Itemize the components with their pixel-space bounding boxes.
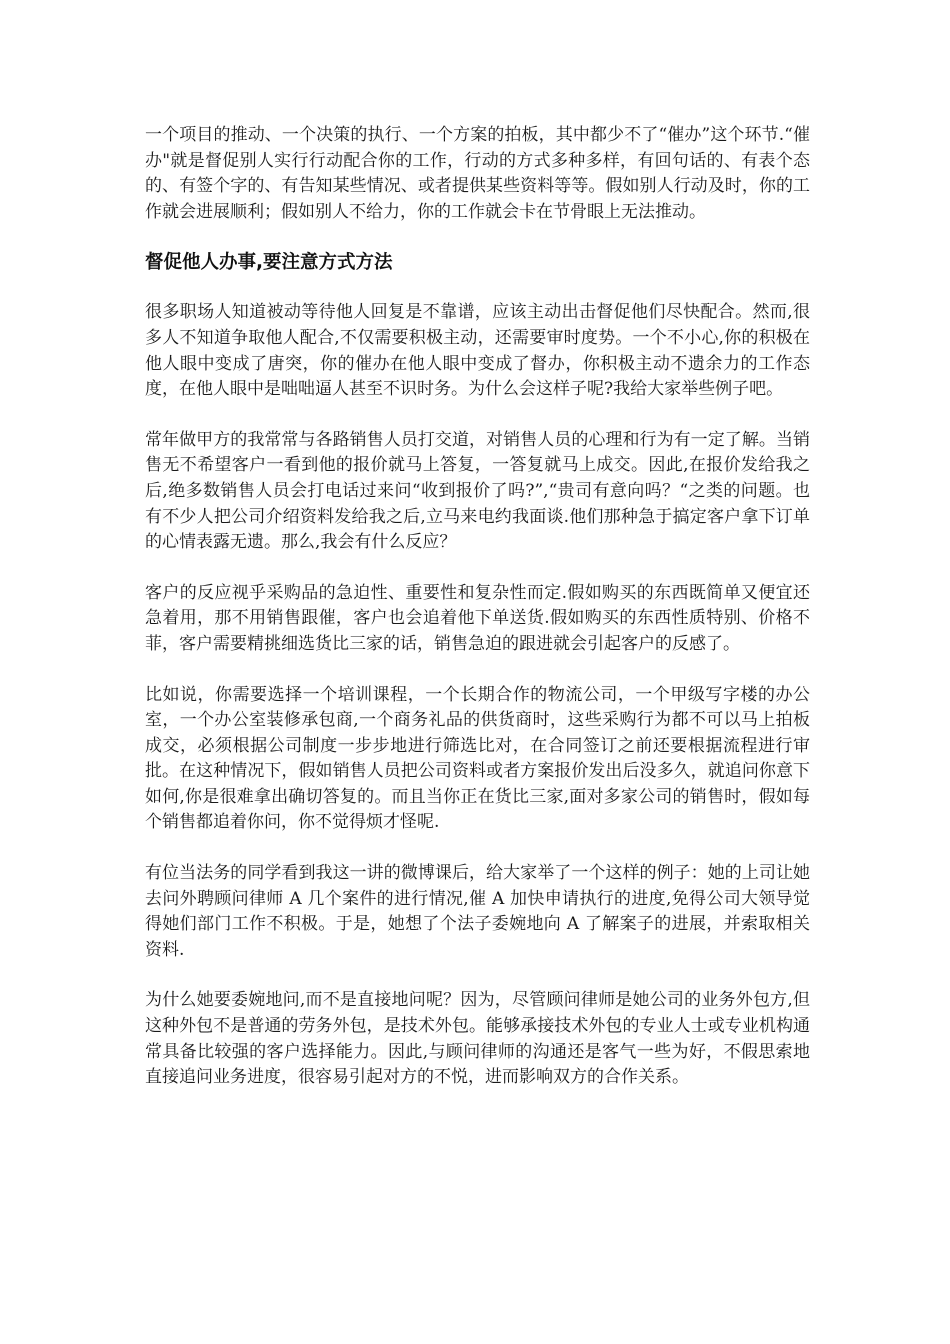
body-paragraph: 常年做甲方的我常常与各路销售人员打交道，对销售人员的心理和行为有一定了解。当销售无不希望客户一看到他的报价就马上答复，一答复就马上成交。因此,在报价发给我之后,绝多数销售人员会打电话过来问“收到报价了吗?”,“贵司有意向吗？“之类的问题。也有不少人把公司介绍资料发给我之后,立马来电约我面谈.他们那种急于搞定客户拿下订单的心情表露无遗。那么,我会有什么反应？ xyxy=(145,429,810,553)
intro-paragraph: 一个项目的推动、一个决策的执行、一个方案的拍板，其中都少不了“催办”这个环节.“催办"就是督促别人实行行动配合你的工作，行动的方式多种多样，有回句话的、有表个态的、有签个字的、有告知某些情况、或者提供某些资料等等。假如别人行动及时，你的工作就会进展顺利；假如别人不给力，你的工作就会卡在节骨眼上无法推动。 xyxy=(145,125,810,222)
body-paragraph: 很多职场人知道被动等待他人回复是不靠谱，应该主动出击督促他们尽快配合。然而,很多人不知道争取他人配合,不仅需要积极主动，还需要审时度势。一个不小心,你的积极在他人眼中变成了唐突，你的催办在他人眼中变成了督办，你积极主动不遗余力的工作态度，在他人眼中是咄咄逼人甚至不识时务。为什么会这样子呢?我给大家举些例子吧。 xyxy=(145,302,810,400)
body-paragraph: 为什么她要委婉地问,而不是直接地问呢？因为，尽管顾问律师是她公司的业务外包方,但这种外包不是普通的劳务外包，是技术外包。能够承接技术外包的专业人士或专业机构通常具备比较强的客户选择能力。因此,与顾问律师的沟通还是客气一些为好，不假思索地直接追问业务进度，很容易引起对方的不悦，进而影响双方的合作关系。 xyxy=(145,990,810,1088)
body-paragraph: 客户的反应视乎采购品的急迫性、重要性和复杂性而定.假如购买的东西既简单又便宜还急着用，那不用销售跟催，客户也会追着他下单送货.假如购买的东西性质特别、价格不菲，客户需要精挑细选货比三家的话，销售急迫的跟进就会引起客户的反感了。 xyxy=(145,582,810,654)
section-heading: 督促他人办事,要注意方式方法 xyxy=(145,252,393,274)
body-paragraph: 比如说，你需要选择一个培训课程，一个长期合作的物流公司，一个甲级写字楼的办公室，一个办公室装修承包商,一个商务礼品的供货商时，这些采购行为都不可以马上拍板成交，必须根据公司制度一步步地进行筛选比对，在合同签订之前还要根据流程进行审批。在这种情况下，假如销售人员把公司资料或者方案报价发出后没多久，就追问你意下如何,你是很难拿出确切答复的。而且当你正在货比三家,面对多家公司的销售时，假如每个销售都追着你问，你不觉得烦才怪呢. xyxy=(145,684,810,833)
body-paragraph: 有位当法务的同学看到我这一讲的微博课后，给大家举了一个这样的例子：她的上司让她去问外聘顾问律师 A 几个案件的进行情况,催 A 加快申请执行的进度,免得公司大领导觉得她们部门工作不积极。于是，她想了个法子委婉地向 A 了解案子的进展，并索取相关资料. xyxy=(145,863,810,960)
document-body xyxy=(145,123,810,1116)
